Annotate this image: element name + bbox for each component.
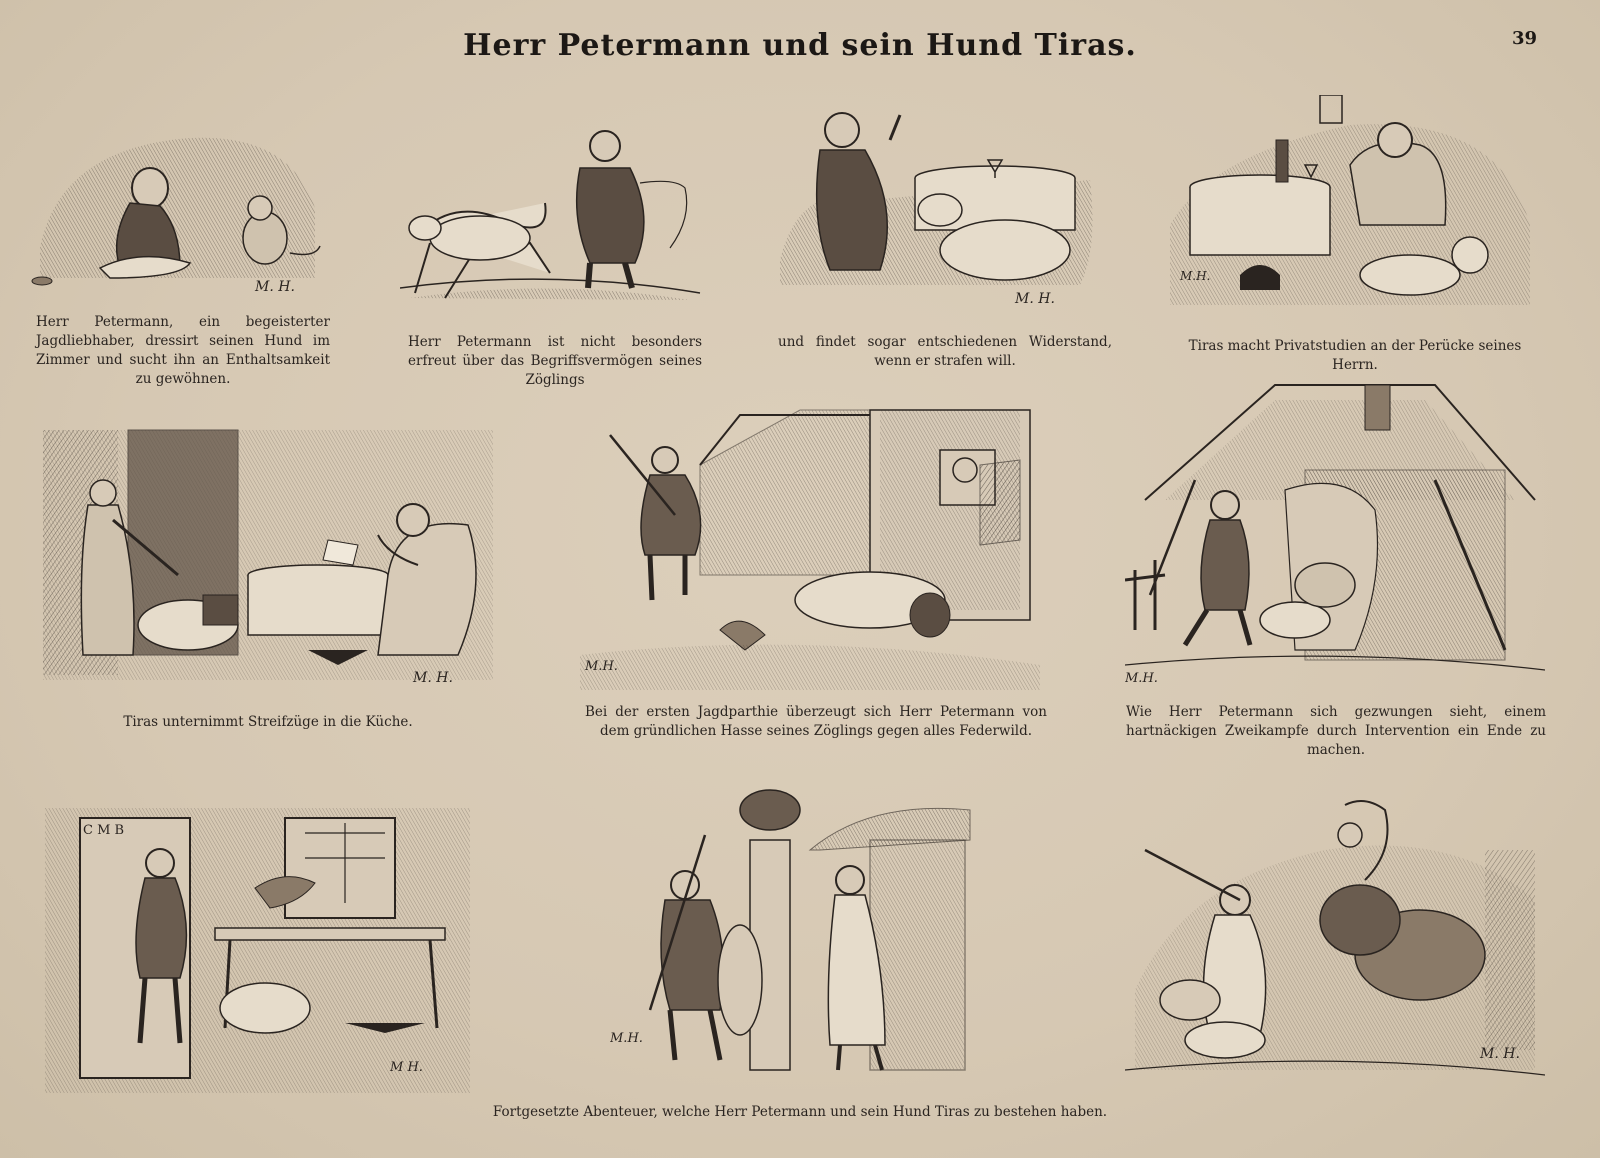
page-title: Herr Petermann und sein Hund Tiras. (463, 28, 1137, 63)
monogram-10: M. H. (1480, 1046, 1520, 1062)
caption-4: Tiras macht Privatstudien an der Perücke seines Herrn. (1188, 338, 1522, 373)
illustration-7 (1125, 380, 1545, 690)
monogram-4: M.H. (1180, 269, 1211, 283)
illustration-3 (780, 100, 1100, 310)
illustration-2 (400, 128, 705, 308)
monogram-7: M.H. (1125, 671, 1158, 686)
illustration-8 (45, 808, 470, 1108)
illustration-4 (1170, 95, 1540, 325)
caption-2: Herr Petermann ist nicht besonders erfreut über das Begriffsvermögen seines Zöglings (408, 334, 702, 388)
illustration-6 (580, 405, 1040, 695)
monogram-6: M.H. (585, 659, 618, 674)
footer-caption: Fortgesetzte Abenteuer, welche Herr Petermann und sein Hund Tiras zu bestehen haben. (492, 1104, 1108, 1120)
caption-1: Herr Petermann, ein begeisterter Jagdliebhaber, dressirt seinen Hund im Zimmer und sucht ihn an Enthaltsamkeit zu gewöhnen. (36, 314, 330, 387)
caption-6: Bei der ersten Jagdparthie überzeugt sich Herr Petermann von dem gründlichen Hasse seines Zöglings gegen alles Federwild. (585, 704, 1047, 739)
monogram-8: M H. (390, 1060, 423, 1075)
illustration-9 (610, 780, 980, 1090)
monogram-9: M.H. (610, 1031, 643, 1046)
monogram-1: M. H. (255, 279, 295, 295)
caption-7: Wie Herr Petermann sich gezwungen sieht, einem hartnäckigen Zweikampfe durch Intervention ein Ende zu machen. (1126, 704, 1546, 758)
illustration-1 (30, 128, 330, 303)
monogram-3: M. H. (1015, 291, 1055, 307)
caption-5: Tiras unternimmt Streifzüge in die Küche. (123, 714, 413, 730)
monogram-5: M. H. (413, 670, 453, 686)
page-number: 39 (1512, 28, 1538, 49)
door-sign: C M B (83, 823, 125, 838)
caption-3: und findet sogar entschiedenen Widerstand, wenn er strafen will. (778, 334, 1112, 369)
illustration-5 (38, 425, 498, 695)
illustration-10 (1125, 790, 1545, 1095)
